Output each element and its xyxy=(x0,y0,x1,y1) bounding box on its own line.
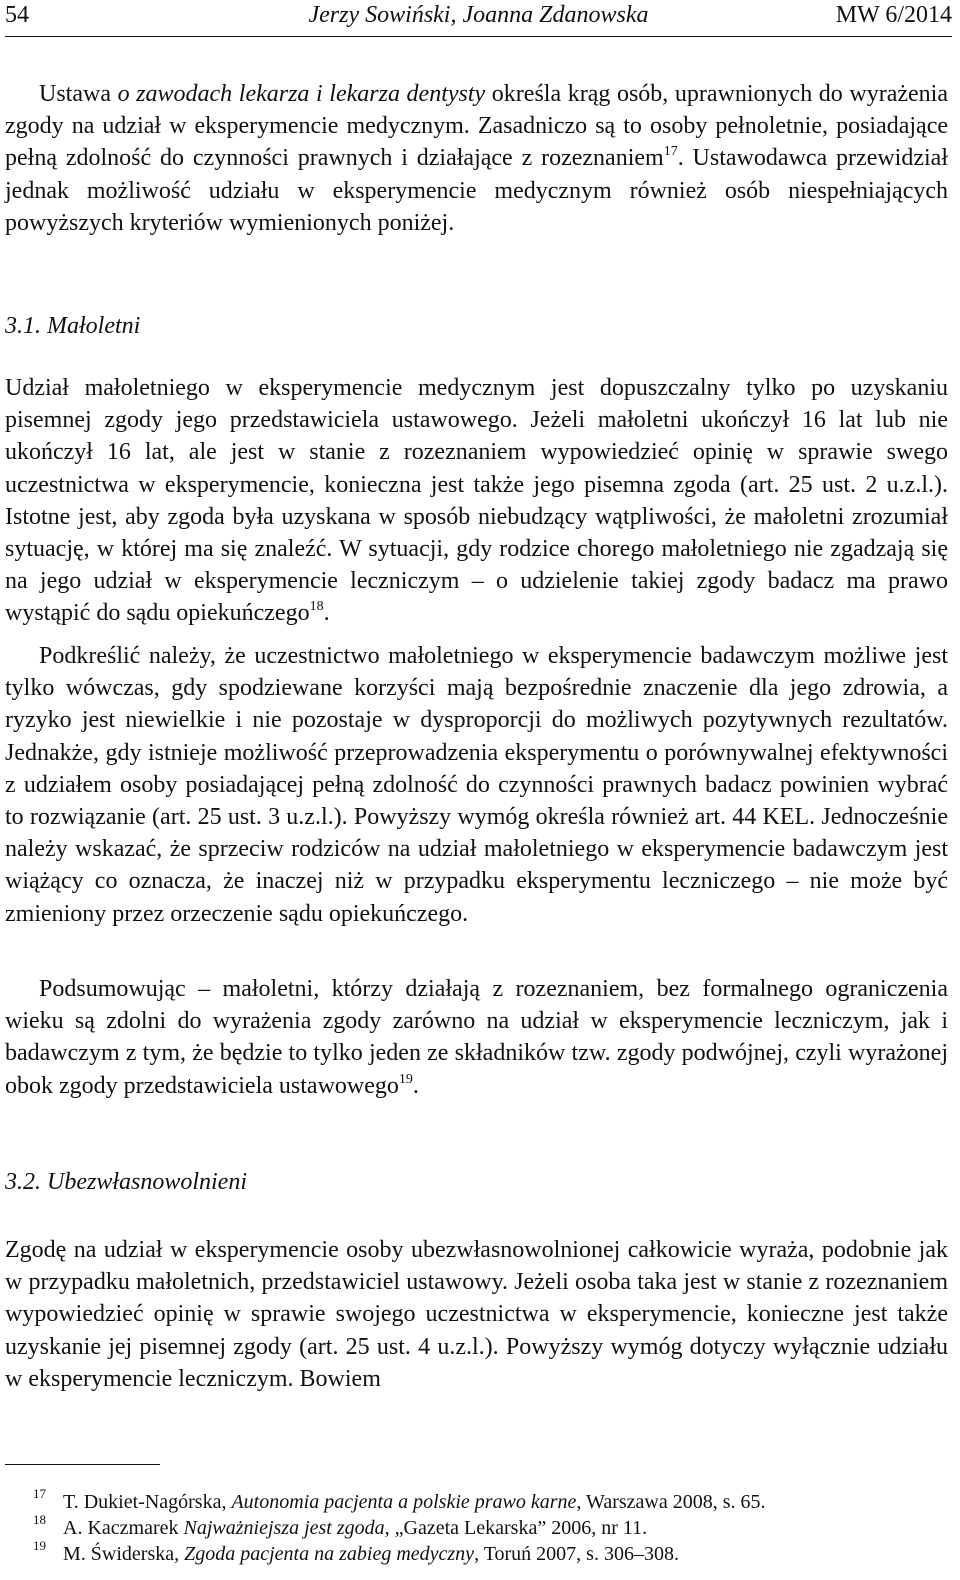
footnote-ref-18[interactable]: 18 xyxy=(309,599,324,615)
paragraph-3-1-c xyxy=(5,973,948,1102)
paragraph-3-1-a xyxy=(5,372,948,630)
section-heading-3-1: 3.1. Małoletni xyxy=(5,313,141,339)
text-run: Udział małoletniego w eksperymencie medycznym jest dopuszczalny tylko po uzyskaniu pisemnej zgody jego przedstawiciela ustawowego. Jeżeli małoletni ukończył 16 lat lub nie ukończył 16 lat, ale jest w stanie z rozeznaniem wypowiedzieć opinię w sprawie swego uczestnictwa w eksperymencie, konieczna jest także jego pisemna zgoda (art. 25 ust. 2 u.z.l.). Istotne jest, aby zgoda była uzyskana w sposób niebudzący wątpliwości, że małoletni zrozumiał sytuację, w której ma się znaleźć. W sytuacji, gdy rodzice chorego małoletniego nie zgadzają się na jego udział w eksperymencie leczniczym – o udzielenie takiej zgody badacz ma prawo wystąpić do sądu opiekuńczego xyxy=(5,375,948,627)
text-run: T. Dukiet-Nagórska, xyxy=(63,1491,232,1513)
text-run: . xyxy=(323,600,330,627)
footnote-divider xyxy=(5,1464,160,1465)
running-header xyxy=(5,0,952,37)
text-run: , Warszawa 2008, s. 65. xyxy=(576,1491,766,1513)
text-run: Ustawa xyxy=(39,81,118,107)
cited-title: Najważniejsza jest zgoda xyxy=(183,1517,385,1539)
text-run: . xyxy=(412,1072,419,1099)
header-authors: Jerzy Sowiński, Joanna Zdanowska xyxy=(308,2,649,28)
paragraph-3-2-a: Zgodę na udział w eksperymencie osoby ubezwłasnowolnionej całkowicie wyraża, podobnie jak w przypadku małoletnich, przedstawiciel ustawowy. Jeżeli osoba taka jest w stanie z rozeznaniem wypowiedzieć opinię w sprawie swojego uczestnictwa w eksperymencie, konieczne jest także uzyskanie jej pisemnej zgody (art. 25 ust. 4 u.z.l.). Powyższy wymóg dotyczy wyłącznie udziału w eksperymencie leczniczym. Bowiem xyxy=(5,1237,948,1392)
section-heading-3-2: 3.2. Ubezwłasnowolnieni xyxy=(5,1169,248,1195)
text-run: , „Gazeta Lekarska” 2006, nr 11. xyxy=(384,1517,648,1539)
footnote-ref-19[interactable]: 19 xyxy=(398,1071,413,1087)
header-issue: MW 6/2014 xyxy=(835,2,952,28)
footnote-ref-17[interactable]: 17 xyxy=(663,144,678,160)
text-run: M. Świderska, xyxy=(63,1543,185,1565)
text-run: A. Kaczmarek xyxy=(63,1517,184,1539)
text-run: , Toruń 2007, s. 306–308. xyxy=(474,1543,679,1565)
cited-title: Zgoda pacjenta na zabieg medyczny xyxy=(184,1543,475,1565)
text-run: . Ustawodawca przewidział jednak możliwość udziału w eksperymencie medycznym również osób niespełniających powyższych kryteriów wymienionych poniżej. xyxy=(5,145,948,236)
act-title: o zawodach lekarza i lekarza dentysty xyxy=(117,81,486,107)
text-run: Podsumowując – małoletni, którzy działają z rozeznaniem, bez formalnego ograniczenia wieku są zdolni do wyrażenia zgody zarówno na udział w eksperymencie leczniczym, jak i badawczym z tym, że będzie to tylko jeden ze składników tzw. zgody podwójnej, czyli wyrażonej obok zgody przedstawiciela ustawowego xyxy=(5,976,948,1099)
footnote-number: 18 xyxy=(33,1512,46,1527)
text-run: określa krąg osób, uprawnionych do wyrażenia zgody na udział w eksperymencie medycznym. Zasadniczo są to osoby pełnoletnie, posiadające pełną zdolność do czynności prawnych i działające z rozeznaniem xyxy=(5,81,948,172)
intro-paragraph xyxy=(5,78,948,239)
page-number: 54 xyxy=(5,2,29,28)
cited-title: Autonomia pacjenta a polskie prawo karne xyxy=(231,1491,577,1513)
footnote-number: 19 xyxy=(33,1538,46,1553)
paragraph-3-1-b: Podkreślić należy, że uczestnictwo małoletniego w eksperymencie badawczym możliwe jest tylko wówczas, gdy spodziewane korzyści mają bezpośrednie znaczenie dla jego zdrowia, a ryzyko jest niewielkie i nie pozostaje w dysproporcji do możliwych pozytywnych rezultatów. Jednakże, gdy istnieje możliwość przeprowadzenia eksperymentu o porównywalnej efektywności z udziałem osoby posiadającej pełną zdolność do czynności prawnych badacz powinien wybrać to rozwiązanie (art. 25 ust. 3 u.z.l.). Powyższy wymóg określa również art. 44 KEL. Jednocześnie należy wskazać, że sprzeciw rodziców na udział małoletniego w eksperymencie badawczym jest wiążący co oznacza, że inaczej niż w przypadku eksperymentu leczniczego – nie może być zmieniony przez orzeczenie sądu opiekuńczego. xyxy=(5,643,948,927)
footnote-number: 17 xyxy=(33,1486,46,1501)
